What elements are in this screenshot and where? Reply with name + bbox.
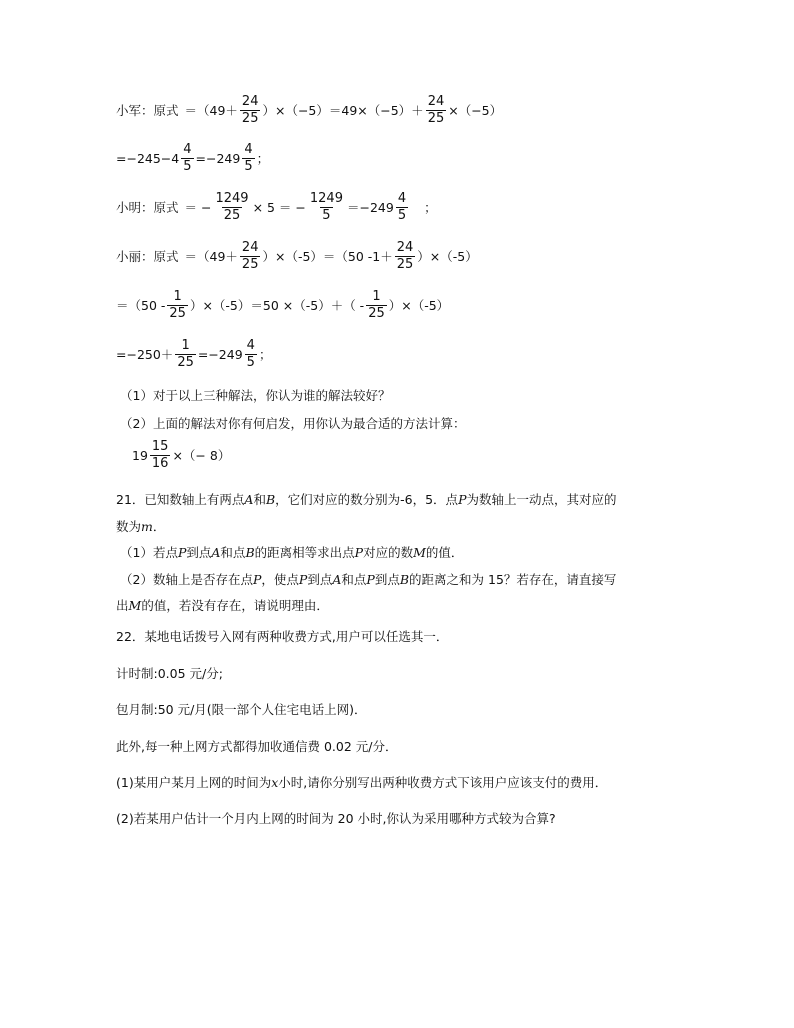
- point-a: A: [332, 571, 342, 587]
- xiaoli-line-1: [116, 241, 478, 271]
- denominator: 25: [177, 354, 194, 370]
- fraction: [242, 143, 254, 173]
- denominator: 25: [241, 256, 259, 272]
- q22-sub2: [116, 809, 556, 827]
- question-text: 21．已知数轴上有两点: [116, 492, 245, 507]
- point-p: P: [458, 491, 467, 507]
- expr-text: ）×（-5）＝（50 -1＋: [262, 249, 393, 265]
- question-text: 出: [116, 598, 129, 613]
- q21-sub2-line-2: [116, 596, 329, 614]
- mixed-number-integer: 19: [132, 447, 148, 463]
- fraction: [308, 192, 345, 222]
- numerator: 4: [397, 191, 407, 206]
- expr-text: ；: [424, 200, 437, 216]
- variable-m: m: [141, 518, 153, 534]
- question-text: （2）上面的解法对你有何启发，用你认为最合适的方法计算：: [120, 416, 466, 431]
- q22-monthly: [116, 700, 367, 718]
- question-text: 和点: [220, 545, 246, 560]
- fraction: [245, 339, 257, 369]
- q22-intro: [116, 627, 448, 645]
- numerator: 1249: [309, 191, 343, 206]
- denominator: 25: [396, 256, 414, 272]
- expr-text: ×（− 8）: [172, 448, 231, 464]
- point-b: B: [245, 544, 255, 560]
- expr-text: ＝ −: [184, 200, 212, 216]
- question-text: 到点: [374, 572, 400, 587]
- denominator: 25: [427, 110, 445, 126]
- q20-sub1: [120, 386, 390, 404]
- point-p: P: [252, 571, 262, 587]
- question-text: ，它们对应的数分别为-6，5．点: [275, 492, 459, 507]
- expr-text: ）×（−5）＝49×（−5）＋: [262, 103, 424, 119]
- numerator: 4: [244, 142, 253, 157]
- numerator: 24: [241, 94, 259, 109]
- question-text: 计时制:0.05 元/分;: [116, 666, 223, 681]
- question-text: (2)若某用户估计一个月内上网的时间为 20 小时,你认为采用哪种方式较为合算?: [116, 811, 556, 826]
- fraction: [167, 290, 188, 320]
- question-text: （1）若点: [120, 545, 178, 560]
- numerator: 4: [183, 142, 192, 157]
- point-p: P: [298, 571, 308, 587]
- denominator: 5: [397, 207, 407, 223]
- fraction: [396, 192, 408, 222]
- question-text: 小时,请你分别写出两种收费方式下该用户应该支付的费用．: [278, 775, 608, 790]
- question-text: 的距离之和为 15？若存在，请直接写: [409, 572, 617, 587]
- expr-text: ＝（49＋: [184, 103, 238, 119]
- expr-text: =−249: [195, 150, 241, 166]
- numerator: 24: [396, 240, 414, 255]
- question-text: 和: [253, 492, 266, 507]
- fraction: [175, 339, 196, 369]
- point-a: A: [211, 544, 221, 560]
- fraction: [240, 95, 261, 125]
- denominator: 5: [244, 158, 253, 174]
- point-p: P: [354, 544, 364, 560]
- xiaoli-line-3: [116, 339, 271, 369]
- fraction: [426, 95, 447, 125]
- expr-text: ×（−5）: [448, 103, 503, 119]
- q22-sub1: [116, 773, 607, 791]
- expr-text: × 5 ＝ −: [252, 200, 306, 216]
- numerator: 15: [151, 439, 169, 454]
- q21-line-2: [116, 517, 165, 535]
- xiaoming-line: [116, 192, 437, 222]
- fraction: [213, 192, 250, 222]
- q20-calc: [132, 440, 230, 470]
- question-text: （2）数轴上是否存在点: [120, 572, 253, 587]
- question-text: 22．某地电话拨号入网有两种收费方式,用户可以任选其一．: [116, 629, 449, 644]
- fraction: [240, 241, 261, 271]
- expr-text: ＝−249: [346, 200, 394, 216]
- question-text: 对应的数: [363, 545, 414, 560]
- numerator: 24: [241, 240, 259, 255]
- point-p: P: [366, 571, 375, 587]
- question-text: 和点: [341, 572, 367, 587]
- expr-text: ＝（49＋: [184, 249, 238, 265]
- expr-text: ；: [258, 347, 272, 363]
- denominator: 25: [169, 305, 186, 321]
- denominator: 5: [183, 158, 192, 174]
- variable-x: x: [271, 774, 279, 790]
- question-text: 为数轴上一动点，其对应的: [466, 492, 617, 507]
- q20-sub2: [120, 414, 465, 432]
- xiaoli-label: 小丽：原式: [116, 249, 179, 265]
- fraction: [366, 290, 387, 320]
- question-text: 数为: [116, 519, 142, 534]
- question-text: 此外,每一种上网方式都得加收通信费 0.02 元/分．: [116, 739, 398, 754]
- xiaoming-label: 小明：原式: [116, 200, 179, 216]
- expr-text: ）×（-5）: [417, 249, 478, 265]
- numerator: 1: [173, 289, 182, 304]
- denominator: 16: [151, 455, 169, 471]
- q21-sub1: [120, 543, 463, 561]
- xiaoli-line-2: [116, 290, 449, 320]
- denominator: 5: [322, 207, 331, 223]
- q22-extra: [116, 737, 397, 755]
- q21-line-1: [116, 490, 617, 508]
- numerator: 4: [246, 338, 255, 353]
- question-text: （1）对于以上三种解法，你认为谁的解法较好？: [120, 388, 391, 403]
- expr-text: =−250＋: [116, 347, 174, 363]
- numerator: 1: [181, 338, 190, 353]
- q22-timed: [116, 664, 223, 682]
- question-text: (1)某用户某月上网的时间为: [116, 775, 272, 790]
- fraction: [181, 143, 193, 173]
- xiaojun-line-2: [116, 143, 269, 173]
- expr-text: ）×（-5）: [388, 298, 450, 314]
- question-text: 到点: [307, 572, 333, 587]
- expr-text: =−245−4: [116, 150, 180, 166]
- xiaojun-label: 小军：原式: [116, 103, 179, 119]
- q21-sub2-line-1: [120, 570, 616, 588]
- variable-m-upper: M: [128, 597, 142, 613]
- question-text: ．: [152, 519, 166, 534]
- denominator: 25: [368, 305, 385, 321]
- question-text: ，使点: [261, 572, 299, 587]
- denominator: 25: [223, 207, 241, 223]
- variable-m-upper: M: [413, 544, 426, 560]
- expr-text: ；: [256, 151, 270, 167]
- fraction: [395, 241, 416, 271]
- numerator: 24: [427, 94, 445, 109]
- question-text: 的值，若没有存在，请说明理由．: [141, 598, 329, 613]
- denominator: 5: [246, 354, 255, 370]
- numerator: 1249: [215, 191, 249, 206]
- numerator: 1: [372, 289, 381, 304]
- point-a: A: [244, 491, 254, 507]
- question-text: 包月制:50 元/月(限一部个人住宅电话上网)．: [116, 702, 367, 717]
- point-b: B: [265, 491, 276, 507]
- xiaojun-line-1: [116, 95, 502, 125]
- expr-text: =−249: [197, 346, 243, 362]
- expr-text: ）×（-5）＝50 ×（-5）＋（ -: [189, 298, 365, 314]
- expr-text: ＝（50 -: [116, 298, 166, 314]
- fraction: [150, 440, 171, 470]
- question-text: 到点: [186, 545, 212, 560]
- question-text: 的距离相等求出点: [254, 545, 355, 560]
- denominator: 25: [241, 110, 259, 126]
- question-text: 的值．: [425, 545, 464, 560]
- point-p: P: [177, 544, 187, 560]
- point-b: B: [399, 571, 410, 587]
